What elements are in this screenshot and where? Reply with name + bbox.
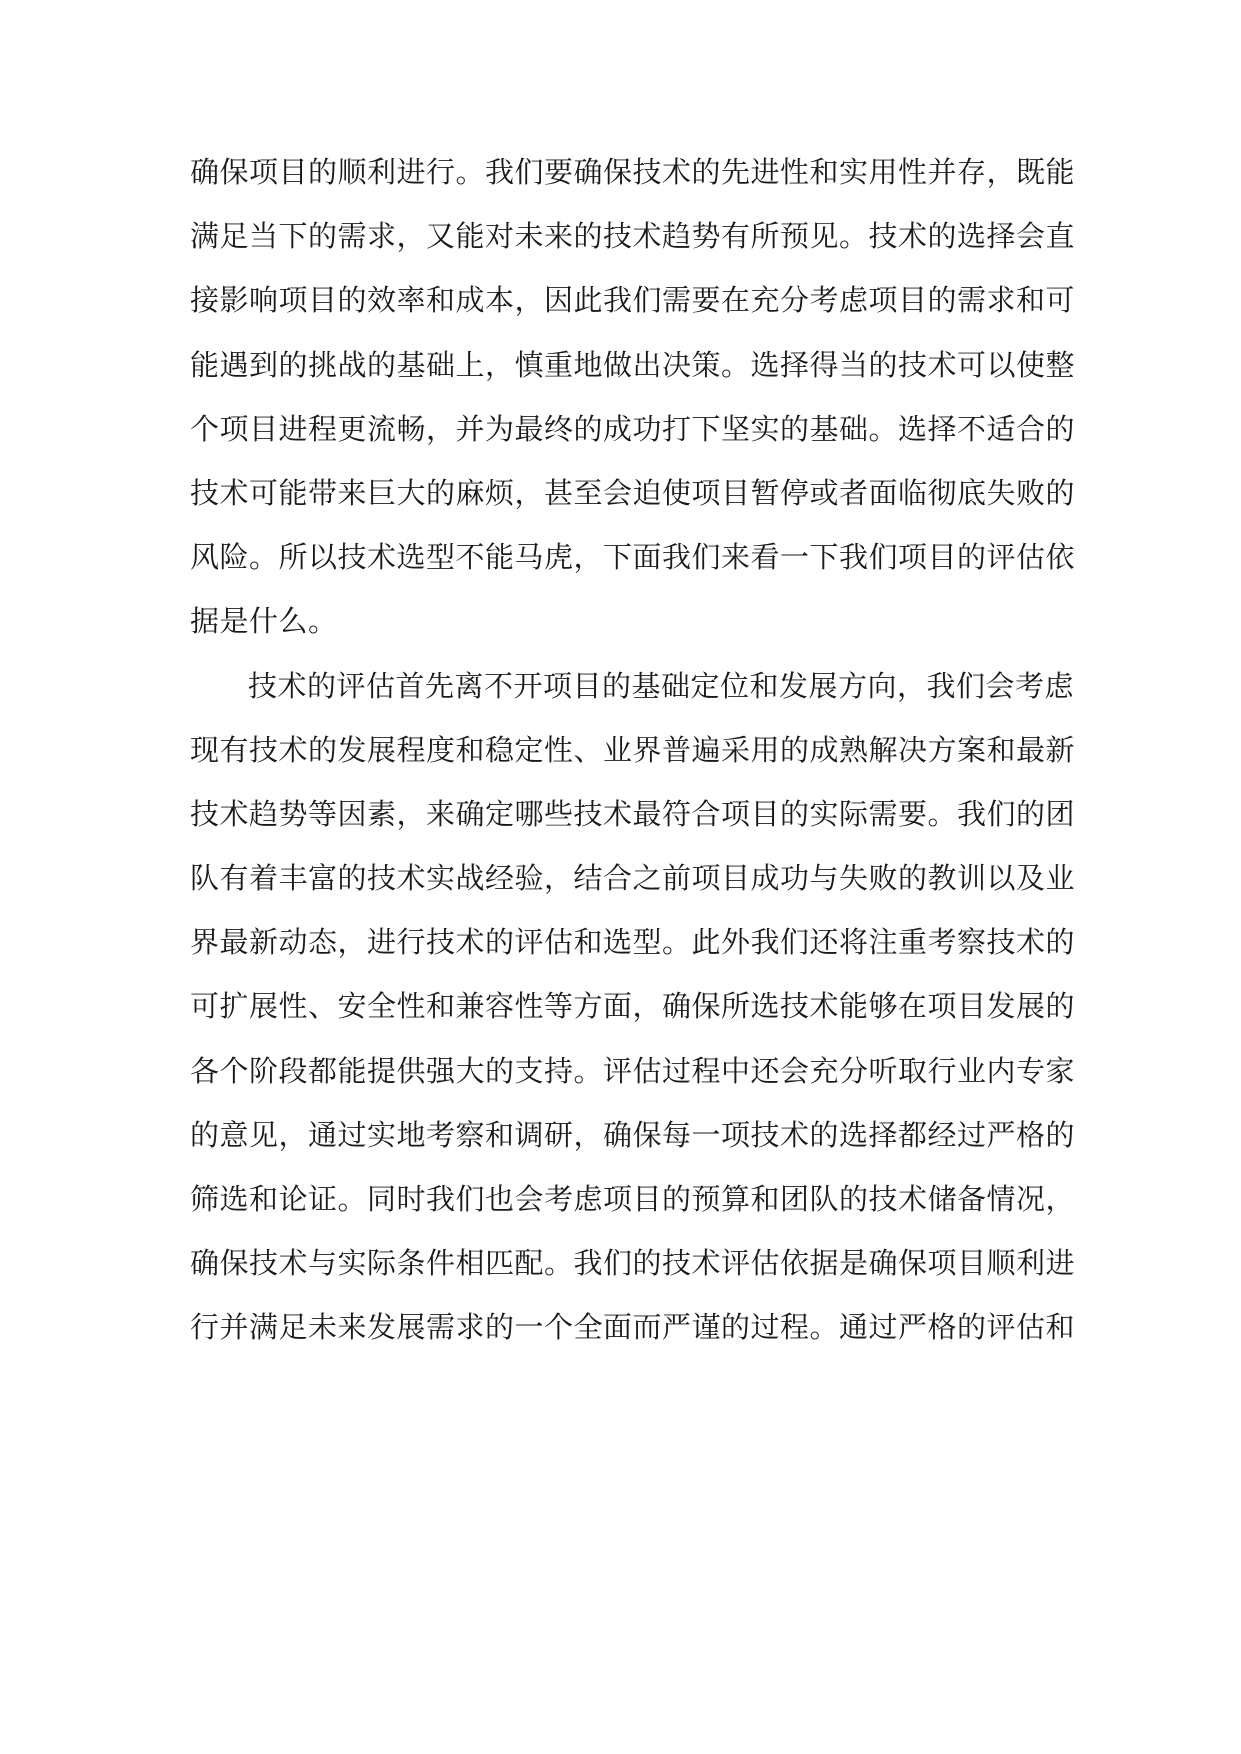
text-line: 接影响项目的效率和成本，因此我们需要在充分考虑项目的需求和可	[190, 283, 1076, 318]
text-line: 可扩展性、安全性和兼容性等方面，确保所选技术能够在项目发展的	[190, 989, 1076, 1024]
text-line: 技术的评估首先离不开项目的基础定位和发展方向，我们会考虑	[248, 668, 1075, 703]
text-line: 技术趋势等因素，来确定哪些技术最符合项目的实际需要。我们的团	[190, 796, 1076, 831]
text-line: 现有技术的发展程度和稳定性、业界普遍采用的成熟解决方案和最新	[190, 732, 1076, 767]
paragraph-2	[190, 654, 1076, 1360]
text-line: 能遇到的挑战的基础上，慎重地做出决策。选择得当的技术可以使整	[190, 347, 1076, 382]
text-line: 队有着丰富的技术实战经验，结合之前项目成功与失败的教训以及业	[190, 861, 1076, 896]
body-text	[190, 140, 1076, 1360]
text-line: 筛选和论证。同时我们也会考虑项目的预算和团队的技术储备情况，	[190, 1182, 1076, 1216]
text-line: 据是什么。	[190, 604, 338, 639]
text-line: 确保技术与实际条件相匹配。我们的技术评估依据是确保项目顺利进	[190, 1246, 1076, 1281]
text-line: 风险。所以技术选型不能马虎，下面我们来看一下我们项目的评估依	[190, 540, 1076, 575]
text-line: 界最新动态，进行技术的评估和选型。此外我们还将注重考察技术的	[190, 925, 1076, 960]
text-line: 行并满足未来发展需求的一个全面而严谨的过程。通过严格的评估和	[190, 1310, 1076, 1345]
text-line: 各个阶段都能提供强大的支持。评估过程中还会充分听取行业内专家	[190, 1053, 1076, 1088]
paragraph-1	[190, 140, 1076, 654]
text-line: 的意见，通过实地考察和调研，确保每一项技术的选择都经过严格的	[190, 1117, 1076, 1152]
text-line: 个项目进程更流畅，并为最终的成功打下坚实的基础。选择不适合的	[190, 411, 1076, 446]
text-line: 满足当下的需求，又能对未来的技术趋势有所预见。技术的选择会直	[190, 219, 1076, 254]
text-line: 技术可能带来巨大的麻烦，甚至会迫使项目暂停或者面临彻底失败的	[190, 475, 1076, 510]
text-line: 确保项目的顺利进行。我们要确保技术的先进性和实用性并存，既能	[190, 155, 1076, 189]
